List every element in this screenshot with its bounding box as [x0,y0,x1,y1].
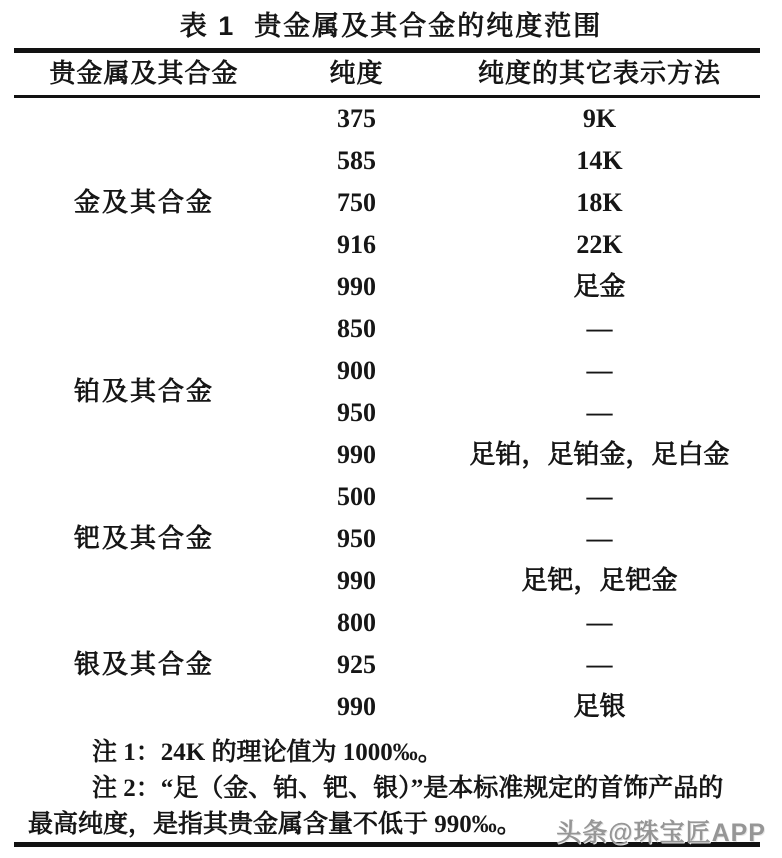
purity-cell: 800 [337,608,376,637]
alt-cell: — [586,524,613,553]
purity-cell: 990 [337,272,376,301]
purity-table [14,53,760,728]
table-row [14,476,760,518]
col-header-alt-representation: 纯度的其它表示方法 [439,53,760,97]
note-line: 注 1：24K 的理论值为 1000‰。 [92,739,443,766]
purity-table-frame [14,48,760,847]
purity-cell: 500 [337,482,376,511]
metal-group-silver: 银及其合金 [73,650,214,679]
purity-cell: 375 [337,104,376,133]
purity-cell: 916 [337,230,376,259]
header-row [14,53,760,97]
purity-cell: 925 [337,650,376,679]
purity-cell: 990 [337,692,376,721]
alt-cell: 22K [576,230,623,259]
table-row [14,97,760,141]
purity-cell: 950 [337,524,376,553]
alt-cell: — [586,650,613,679]
metal-group-palladium: 钯及其合金 [73,524,214,553]
alt-cell: 足钯，足钯金 [521,566,678,595]
alt-cell: 足银 [573,692,626,721]
purity-cell: 990 [337,566,376,595]
watermark-text: 头条@珠宝匠APP [556,819,766,847]
col-header-purity: 纯度 [274,53,439,97]
alt-cell: — [586,482,613,511]
purity-cell: 900 [337,356,376,385]
table-row [14,602,760,644]
metal-group-gold: 金及其合金 [73,188,214,217]
note-line: 最高纯度，是指其贵金属含量不低于 990‰。 [28,811,522,838]
purity-cell: 750 [337,188,376,217]
table-title: 表 1 贵金属及其合金的纯度范围 [179,11,603,41]
table-row [14,308,760,350]
col-header-metal: 贵金属及其合金 [14,53,274,97]
alt-cell: 足金 [573,272,626,301]
alt-cell: 9K [582,104,617,133]
metal-group-platinum: 铂及其合金 [73,377,214,406]
note-line: 注 2：“足（金、铂、钯、银）”是本标准规定的首饰产品的 [92,775,724,802]
alt-cell: — [586,356,613,385]
purity-cell: 990 [337,440,376,469]
alt-cell: 足铂，足铂金，足白金 [469,440,730,469]
purity-cell: 585 [337,146,376,175]
alt-cell: — [586,314,613,343]
alt-cell: 14K [576,146,623,175]
alt-cell: — [586,398,613,427]
purity-cell: 850 [337,314,376,343]
alt-cell: — [586,608,613,637]
alt-cell: 18K [576,188,623,217]
purity-cell: 950 [337,398,376,427]
